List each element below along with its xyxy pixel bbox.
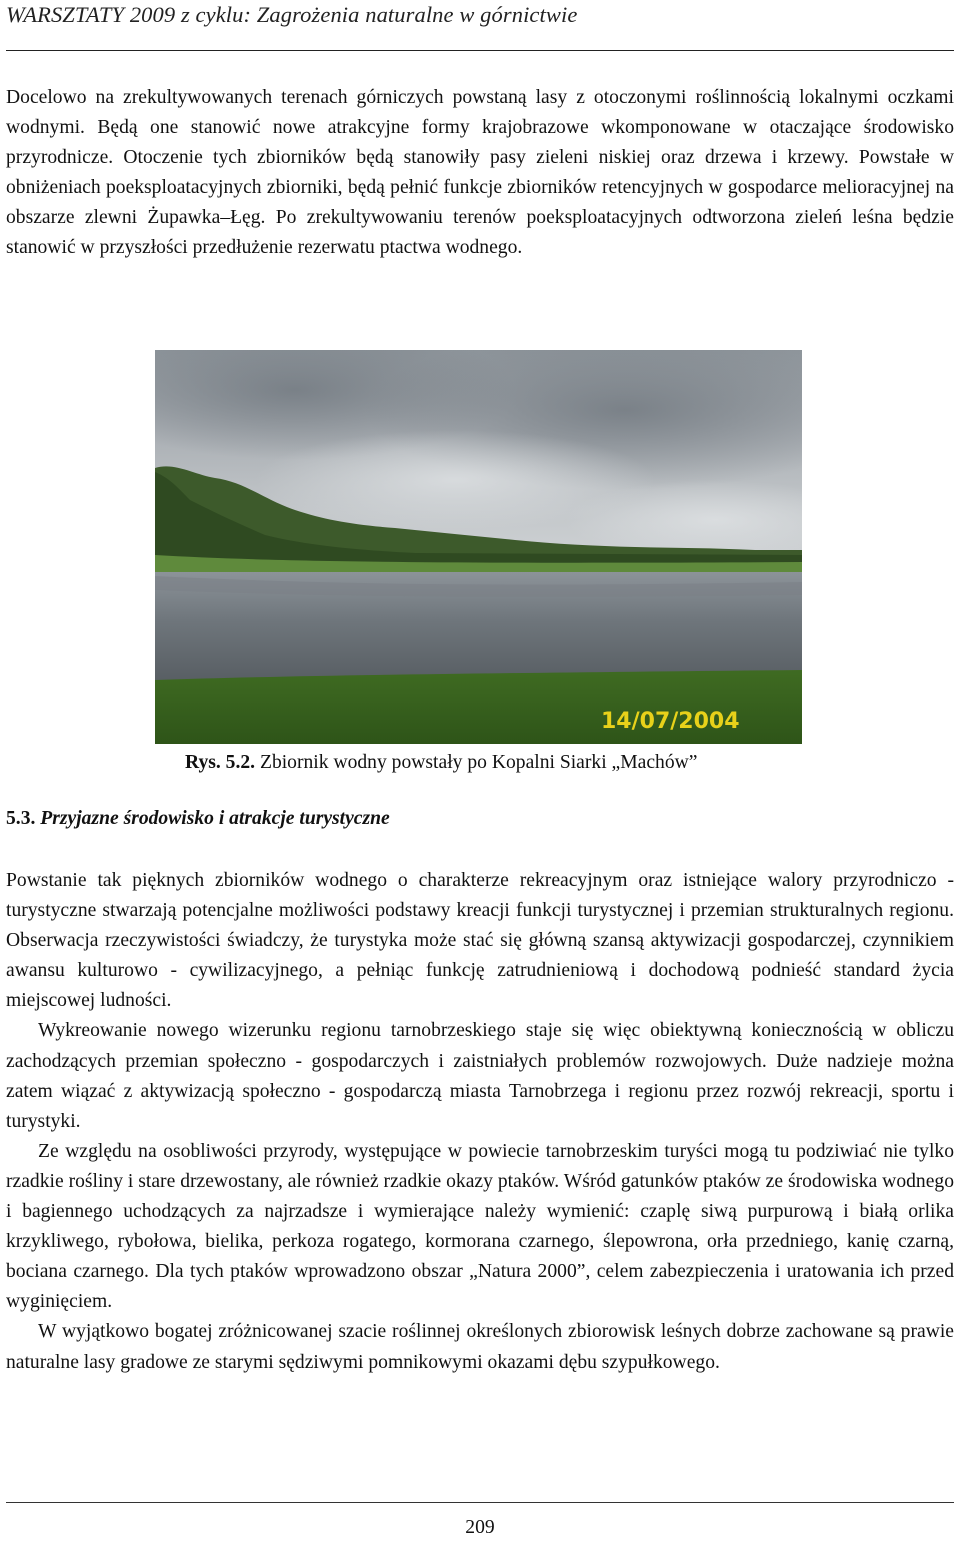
intro-paragraph: Docelowo na zrekultywowanych terenach górniczych powstaną lasy z otoczonymi roślinnością lokalnymi oczkami wodnymi. Będą one stanowić nowe atrakcyjne formy krajobrazowe wkomponowane w otaczające środowisko przyrodnicze. Otoczenie tych zbiorników będą stanowiły pasy zieleni niskiej oraz drzewa i krzewy. Powstałe w obniżeniach poeksploatacyjnych zbiorniki, będą pełnić funkcje zbiorników retencyjnych w gospodarce melioracyjnej na obszarze zlewni Żupawka–Łęg. Po zrekultywowaniu terenów poeksploatacyjnych odtworzona zieleń leśna będzie stanowić w przyszłości przedłużenie rezerwatu ptactwa wodnego. (6, 87, 954, 259)
footer-divider (6, 1502, 954, 1503)
body-paragraph: Ze względu na osobliwości przyrody, występujące w powiecie tarnobrzeskim turyści mogą tu podziwiać nie tylko rzadkie rośliny i stare drzewostany, ale również rzadkie okazy ptaków. Wśród gatunków ptaków ze środowiska wodnego i bagiennego uchodzących za najrzadsze i wymierające należy wymienić: czaplę siwą purpurową i białą orlika krzykliwego, rybołowa, bielika, perkoza rogatego, kormorana czarnego, ślepowrona, orła przedniego, kanię czarną, bociana czarnego. Dla tych ptaków wprowadzono obszar „Natura 2000”, celem zabezpieczenia i uratowania ich przed wyginięciem. (6, 1140, 954, 1313)
section-body (6, 866, 954, 1378)
body-paragraph: Powstanie tak pięknych zbiorników wodnego o charakterze rekreacyjnym oraz istniejące walory przyrodniczo - turystyczne stwarzają potencjalne możliwości podstawy kreacji funkcji turystycznej i przemian strukturalnych regionu. Obserwacja rzeczywistości świadczy, że turystyka może stać się główną szansą aktywizacji gospodarczej, czynnikiem awansu kulturowo - cywilizacyjnego, a pełniąc funkcję zatrudnieniową i dochodową podnieść standard życia miejscowej ludności. (6, 870, 954, 1012)
body-paragraph: Wykreowanie nowego wizerunku regionu tarnobrzeskiego staje się więc obiektywną koniecznością w obliczu zachodzących przemian społeczno - gospodarczych i zaistniałych problemów rozwojowych. Duże nadzieje można zatem wiązać z aktywizacją społeczno - gospodarczą miasta Tarnobrzega i regionu przez rozwój rekreacji, sportu i turystyki. (6, 1020, 954, 1132)
page-number: 209 (465, 1517, 495, 1538)
figure-caption-label: Rys. 5.2. (185, 752, 256, 773)
lake-photo (155, 350, 802, 744)
header-title: WARSZTATY 2009 z cyklu: Zagrożenia naturalne w górnictwie (6, 2, 578, 27)
lake-photo-image (155, 350, 802, 744)
date-stamp: 14/07/2004 (601, 709, 740, 734)
section-heading (6, 808, 390, 830)
section-title: Przyjazne środowisko i atrakcje turystyczne (35, 808, 390, 829)
body-paragraph: W wyjątkowo bogatej zróżnicowanej szacie roślinnej określonych zbiorowisk leśnych dobrze zachowane są prawie naturalne lasy gradowe ze starymi sędziwymi pomnikowymi okazami dębu szypułkowego. (6, 1321, 954, 1373)
figure-caption-text: Zbiornik wodny powstały po Kopalni Siarki „Machów” (255, 752, 698, 773)
figure-caption (185, 752, 698, 774)
page-header (6, 0, 954, 51)
section-number: 5.3. (6, 808, 36, 829)
